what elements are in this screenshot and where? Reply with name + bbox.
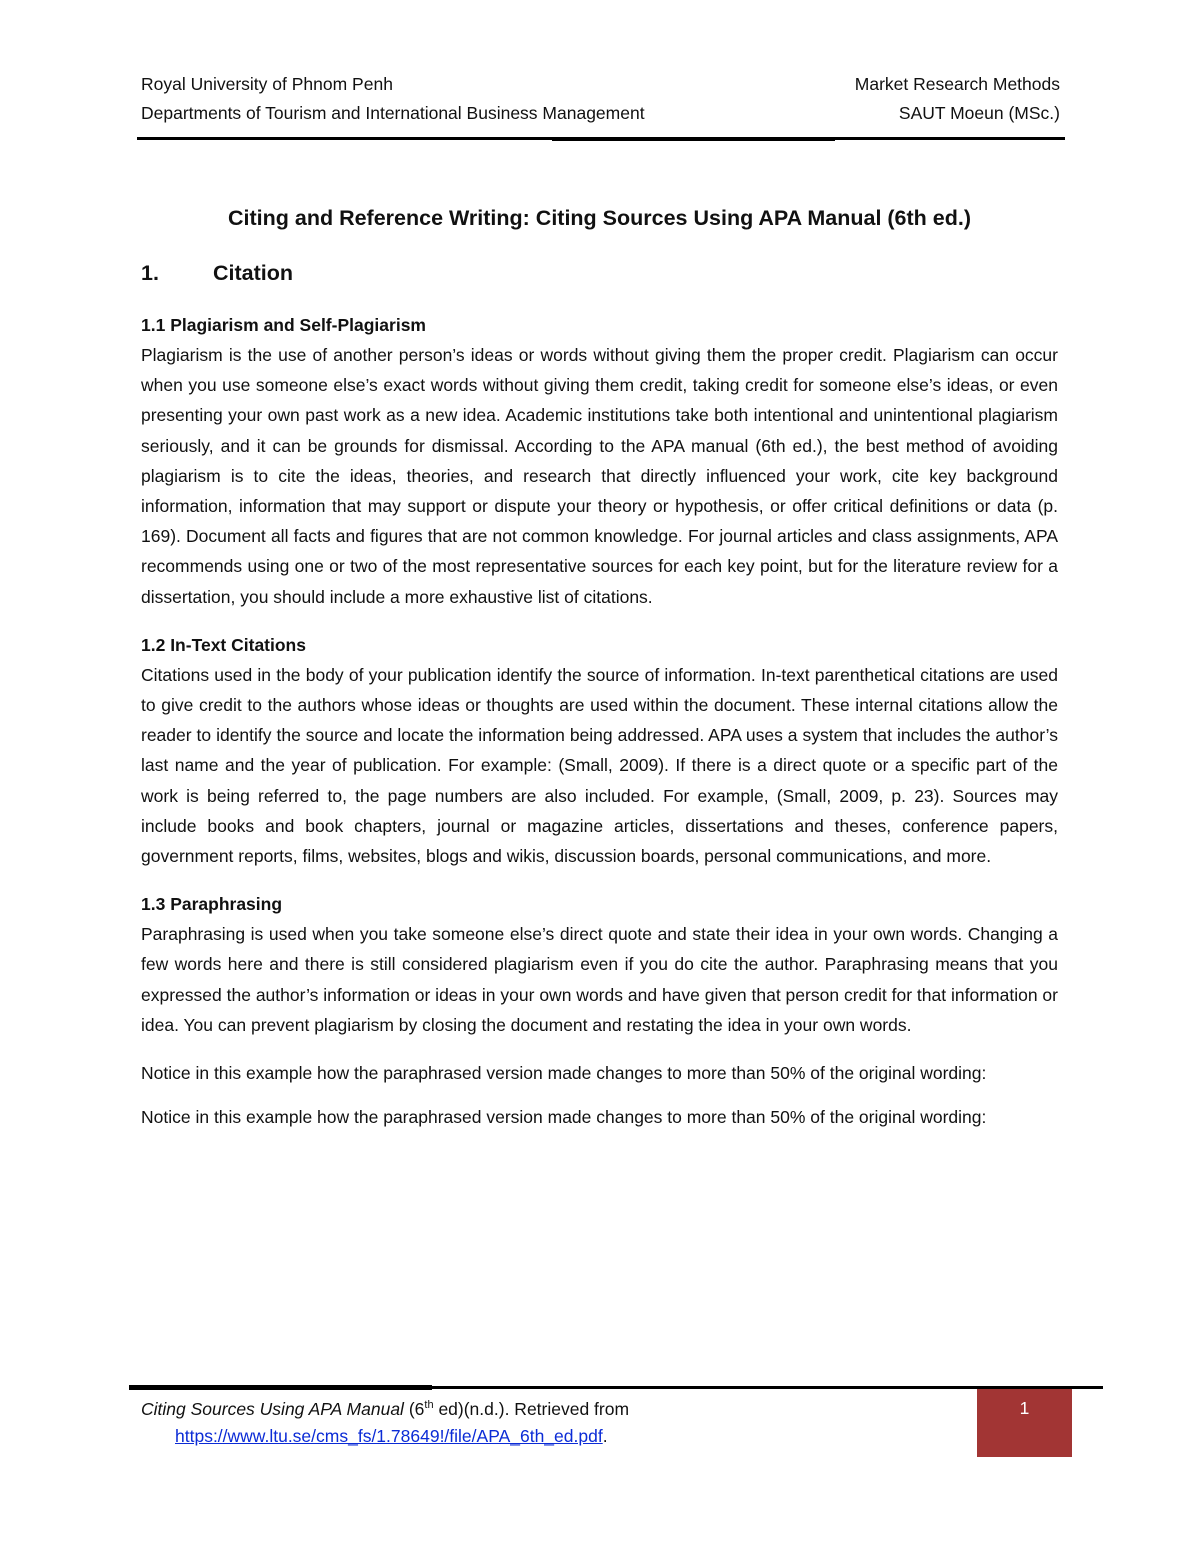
footer-edition-open: (6 <box>408 1399 425 1419</box>
footer-edition-sup: th <box>424 1399 434 1412</box>
subheading-plagiarism: 1.1 Plagiarism and Self-Plagiarism <box>141 315 426 335</box>
footer-source-title: Citing Sources Using APA Manual <box>141 1399 404 1419</box>
page-header <box>141 70 1060 128</box>
footer-divider <box>129 1386 1103 1389</box>
section-heading-citation <box>141 258 1058 288</box>
header-divider <box>137 137 1065 140</box>
page-number-badge <box>977 1389 1072 1457</box>
subheading-in-text-citations: 1.2 In-Text Citations <box>141 634 306 655</box>
paragraph-paraphrasing: Paraphrasing is used when you take someone else’s direct quote and state their idea in your own words. Changing a few words here and there is still considered plagiarism even if you do cite the author. Paraphrasing means that you expressed the author’s information or ideas in your own words and have given that person credit for that information or idea. You can prevent plagiarism by closing the document and restating the idea in your own words. <box>141 924 1058 1035</box>
header-university: Royal University of Phnom Penh <box>141 74 393 94</box>
page-number: 1 <box>1019 1398 1030 1418</box>
header-department: Departments of Tourism and International Business Management <box>141 103 645 123</box>
header-course: Market Research Methods <box>854 74 1060 94</box>
paragraph-in-text-citations: Citations used in the body of your publication identify the source of information. In-text parenthetical citations are used to give credit to the authors whose ideas or thoughts are used within the document. These internal citations allow the reader to identify the source and locate the information being addressed. APA uses a system that includes the author’s last name and the year of publication. For example: (Small, 2009). If there is a direct quote or a specific part of the work is being referred to, the page numbers are also included. For example, (Small, 2009, p. 23). Sources may include books and book chapters, journal or magazine articles, dissertations and theses, conference papers, government reports, films, websites, blogs and wikis, discussion boards, personal communications, and more. <box>141 664 1058 867</box>
paragraph-plagiarism: Plagiarism is the use of another person’s ideas or words without giving them the proper credit. Plagiarism can occur when you use someone else’s exact words without giving them credit, taking credit for someone else’s ideas, or even presenting your own past work as a new idea. Academic institutions take both intentional and unintentional plagiarism seriously, and it can be grounds for dismissal. According to the APA manual (6th ed.), the best method of avoiding plagiarism is to cite the ideas, theories, and research that directly influenced your work, cite key background information, information that may support or dispute your theory or hypothesis, or offer critical definitions or data (p. 169). Document all facts and figures that are not common knowledge. For journal articles and class assignments, APA recommends using one or two of the most representative sources for each key point, but for the literature review for a dissertation, you should include a more exhaustive list of citations. <box>141 345 1058 607</box>
footer-link-end: . <box>602 1426 608 1446</box>
header-divider-accent <box>552 137 835 141</box>
section-number: 1. <box>141 261 159 285</box>
footer-divider-accent <box>129 1385 432 1390</box>
footer-reference <box>141 1396 941 1450</box>
paragraph-notice-2: Notice in this example how the paraphrased version made changes to more than 50% of the original wording: <box>141 1107 987 1128</box>
footer-source-link[interactable]: https://www.ltu.se/cms_fs/1.78649!/file/APA_6th_ed.pdf <box>175 1426 603 1446</box>
header-author: SAUT Moeun (MSc.) <box>898 103 1060 123</box>
subheading-paraphrasing: 1.3 Paraphrasing <box>141 894 283 915</box>
document-body <box>141 196 1058 1146</box>
document-title: Citing and Reference Writing: Citing Sources Using APA Manual (6th ed.) <box>228 206 971 230</box>
section-title: Citation <box>213 261 294 285</box>
header-row-1 <box>141 70 1060 99</box>
footer-reference-line-1 <box>141 1396 941 1423</box>
header-row-2 <box>141 99 1060 128</box>
paragraph-notice-1: Notice in this example how the paraphrased version made changes to more than 50% of the original wording: <box>141 1063 987 1084</box>
footer-reference-line-2 <box>141 1423 941 1450</box>
footer-edition-rest: ed)(n.d.). Retrieved from <box>433 1399 630 1419</box>
